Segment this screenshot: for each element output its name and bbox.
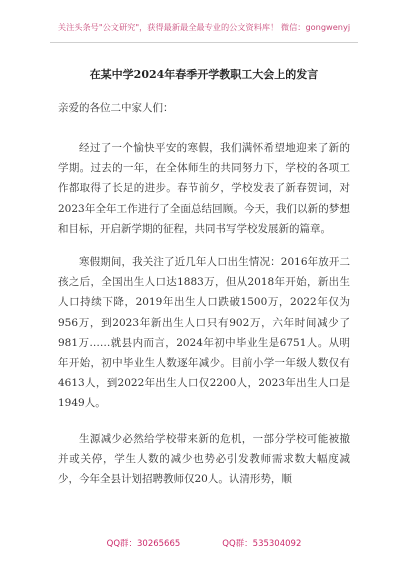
footer-qq-group-2: QQ群：535304092 [222,539,302,549]
paragraph: 寒假期间，我关注了近几年人口出生情况：2016年放开二孩之后，全国出生人口达1883万，但从2018年开始，新出生人口持续下降，2019年出生人口跌破1500万，2022年仅为956万，到2023年新出生人口只有902万，六年时间减少了981万……就县内而言，2024年初中毕业生是6751人。从明年开始，初中毕业生人数逐年减少。目前小学一年级人数仅有4613人，到2022年出生人口仅2200人，2023年出生人口是1949人。 [58,256,350,410]
document-title: 在某中学2024年春季开学教职工大会上的发言 [89,68,319,81]
page-footer [0,537,408,549]
header-divider [50,42,358,43]
salutation: 亲爱的各位二中家人们： [58,102,174,114]
footer-qq-group-1: QQ群：30265665 [106,539,181,549]
page-header-banner: 关注头条号"公文研究"，获得最新最全最专业的公文资料库！ 微信：gongwenyj [57,22,351,32]
paragraph: 经过了一个愉快平安的寒假，我们满怀希望地迎来了新的学期。过去的一年，在全体师生的共同努力下，学校的各项工作都取得了长足的进步。春节前夕，学校发表了新春贺词，对2023年全年工作进行了全面总结回顾。今天，我们以新的梦想和目标，开启新学期的征程，共同书写学校发展新的篇章。 [58,142,350,235]
paragraph: 生源减少必然给学校带来新的危机，一部分学校可能被撤并或关停，学生人数的减少也势必引发教师需求数大幅度减少，今年全县计划招聘教师仅20人。认清形势，顺 [58,432,350,486]
document-body [58,138,350,504]
